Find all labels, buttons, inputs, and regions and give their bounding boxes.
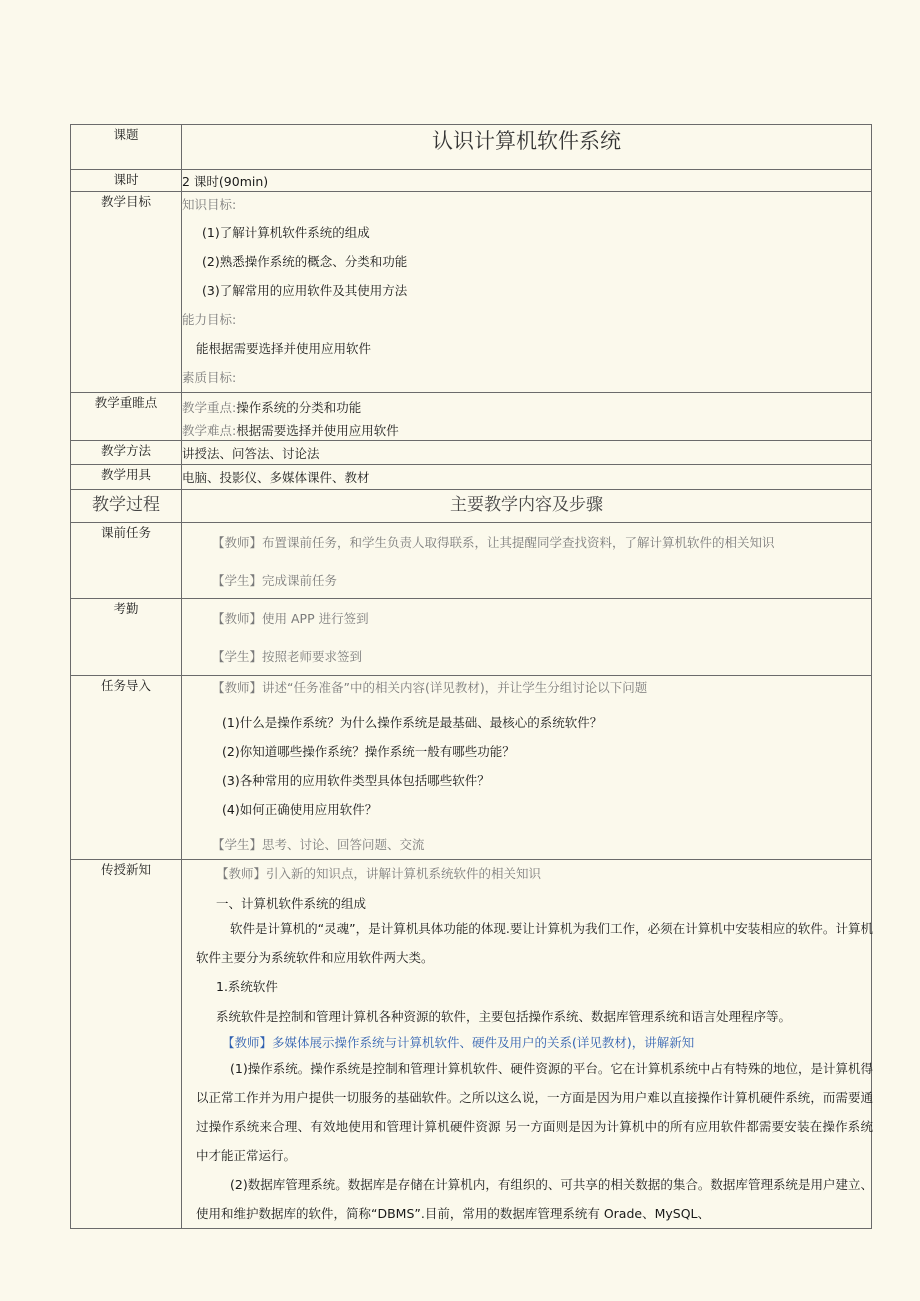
nk-paragraph-1: 软件是计算机的“灵魂”，是计算机具体功能的体现.要让计算机为我们工作，必须在计算机中安装相应的软件。计算机软件主要分为系统软件和应用软件两大类。 [196, 921, 873, 965]
row-new-knowledge [71, 860, 872, 1229]
topic-title: 认识计算机软件系统 [182, 125, 872, 170]
row-topic [71, 125, 872, 170]
nk-teacher-1: 【教师】引入新的知识点，讲解计算机系统软件的相关知识 [216, 866, 542, 881]
row-goals [71, 192, 872, 393]
key-point-prefix: 教学重点: [182, 400, 237, 415]
ability-heading: 能力目标: [182, 312, 237, 327]
tools-value: 电脑、投影仪、多媒体课件、教材 [182, 465, 872, 490]
pre-task-teacher: 【教师】布置课前任务，和学生负责人取得联系，让其提醒同学查找资料，了解计算机软件的相关知识 [212, 535, 775, 550]
attendance-label: 考勤 [71, 599, 182, 676]
ability-item: 能根据需要选择并使用应用软件 [196, 341, 372, 356]
nk-paragraph-4: (2)数据库管理系统。数据库是存储在计算机内，有组织的、可共享的相关数据的集合。数据库管理系统是用户建立、使用和维护数据库的软件，简称“DBMS”.目前，常用的数据库管理系统有 Orade、MySQL、 [196, 1177, 873, 1221]
hours-label: 课时 [71, 170, 182, 192]
quality-heading: 素质目标: [182, 370, 237, 385]
nk-teacher-2: 【教师】多媒体展示操作系统与计算机软件、硬件及用户的关系(详见教材)，讲解新知 [222, 1035, 695, 1050]
attendance-content [182, 599, 872, 676]
tools-label: 教学用具 [71, 465, 182, 490]
row-pre-task [71, 523, 872, 599]
knowledge-item-1: (1)了解计算机软件系统的组成 [202, 225, 370, 240]
nk-paragraph-3: (1)操作系统。操作系统是控制和管理计算机软件、硬件资源的平台。它在计算机系统中占有特殊的地位，是计算机得以正常工作并为用户提供一切服务的基础软件。之所以这么说，一方面是因为用户难以直接操作计算机硬件系统，而需要通过操作系统来合理、有效地使用和管理计算机硬件资源 另一方面则是因为计算机中的所有应用软件都需要安装在操作系统中才能正常运行。 [196, 1061, 873, 1163]
method-value: 讲授法、问答法、讨论法 [182, 441, 872, 465]
intro-label: 任务导入 [71, 676, 182, 860]
row-intro [71, 676, 872, 860]
key-points-label: 教学重睢点 [71, 393, 182, 441]
method-label: 教学方法 [71, 441, 182, 465]
row-tools [71, 465, 872, 490]
row-hours [71, 170, 872, 192]
knowledge-item-3: (3)了解常用的应用软件及其使用方法 [202, 283, 408, 298]
intro-question-1: (1)什么是操作系统？为什么操作系统是最基础、最核心的系统软件？ [222, 715, 603, 730]
key-points-content [182, 393, 872, 441]
nk-paragraph-2: 系统软件是控制和管理计算机各种资源的软件，主要包括操作系统、数据库管理系统和语言处理程序等。 [216, 1009, 792, 1024]
intro-question-3: (3)各种常用的应用软件类型具体包括哪些软件？ [222, 773, 490, 788]
difficult-point-text: 根据需要选择并使用应用软件 [236, 423, 399, 438]
pre-task-content [182, 523, 872, 599]
difficult-point-prefix: 教学难点: [182, 423, 237, 438]
goals-label: 教学目标 [71, 192, 182, 393]
nk-section-1: 一、计算机软件系统的组成 [216, 896, 367, 911]
attendance-student: 【学生】按照老师要求签到 [212, 649, 363, 664]
lesson-plan-table [70, 124, 872, 1229]
topic-label: 课题 [71, 125, 182, 170]
process-value: 主要教学内容及步骤 [182, 490, 872, 523]
knowledge-item-2: (2)熟悉操作系统的概念、分类和功能 [202, 254, 408, 269]
pre-task-student: 【学生】完成课前任务 [212, 573, 338, 588]
process-label: 教学过程 [71, 490, 182, 523]
row-method [71, 441, 872, 465]
goals-content [182, 192, 872, 393]
key-point-text: 操作系统的分类和功能 [236, 400, 362, 415]
key-point [182, 393, 871, 422]
row-key-points [71, 393, 872, 441]
row-attendance [71, 599, 872, 676]
intro-question-2: (2)你知道哪些操作系统？操作系统一般有哪些功能？ [222, 744, 515, 759]
pre-task-label: 课前任务 [71, 523, 182, 599]
new-knowledge-label: 传授新知 [71, 860, 182, 1229]
intro-question-4: (4)如何正确使用应用软件？ [222, 802, 378, 817]
difficult-point [182, 422, 871, 440]
intro-student: 【学生】思考、讨论、回答问题、交流 [212, 837, 425, 852]
attendance-teacher: 【教师】使用 APP 进行签到 [212, 611, 369, 626]
hours-value: 2 课时(90min) [182, 170, 872, 192]
new-knowledge-content [182, 860, 872, 1229]
knowledge-heading: 知识目标: [182, 197, 237, 212]
row-process-header [71, 490, 872, 523]
nk-subheading-1: 1.系统软件 [216, 979, 278, 994]
intro-content [182, 676, 872, 860]
intro-teacher: 【教师】讲述“任务准备”中的相关内容(详见教材)，并让学生分组讨论以下问题 [212, 680, 648, 695]
